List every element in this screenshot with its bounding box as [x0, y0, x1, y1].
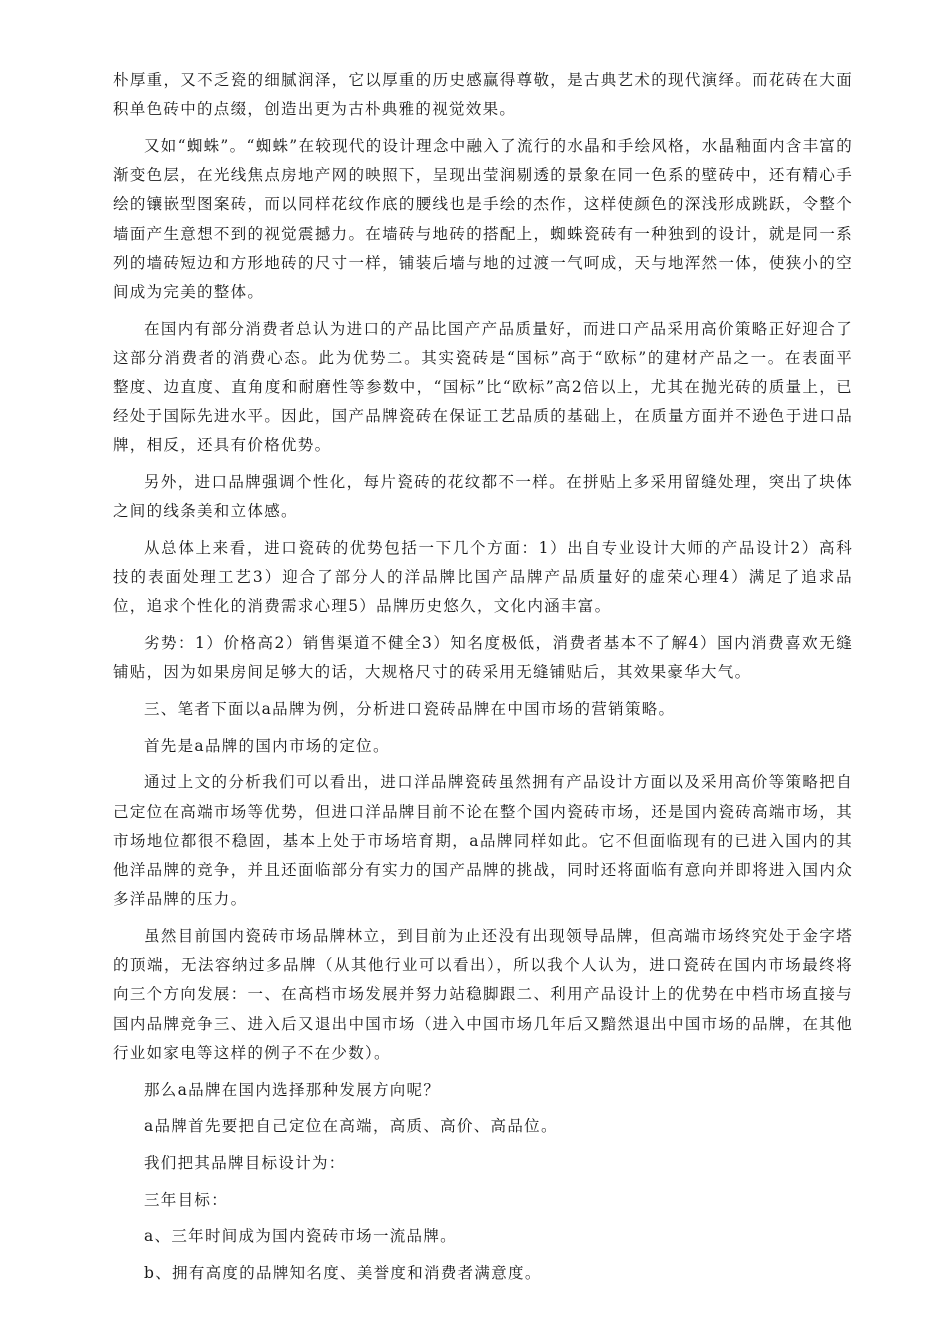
goal-item-b: b、拥有高度的品牌知名度、美誉度和消费者满意度。 [144, 1264, 542, 1283]
goal-item-a: a、三年时间成为国内瓷砖市场一流品牌。 [144, 1227, 457, 1246]
paragraph-market-analysis: 通过上文的分析我们可以看出，进口洋品牌瓷砖虽然拥有产品设计方面以及采用高价等策略把自己定位在高端市场等优势，但进口洋品牌目前不论在整个国内瓷砖市场，还是国内瓷砖高端市场，其市场地位都很不稳固，基本上处于市场培育期，a品牌同样如此。它不但面临现有的已进入国内的其他洋品牌的竞争，并且还面临部分有实力的国产品牌的挑战，同时还将面临有意向并即将进入国内众多洋品牌的压力。 [113, 773, 853, 909]
paragraph-positioning-statement: a品牌首先要把自己定位在高端，高质、高价、高品位。 [144, 1117, 558, 1136]
paragraph-advantages: 从总体上来看，进口瓷砖的优势包括一下几个方面：1）出自专业设计大师的产品设计2）高科技的表面处理工艺3）迎合了部分人的洋品牌比国产品牌产品质量好的虚荣心理4）满足了追求品位，追求个性化的消费需求心理5）品牌历史悠久，文化内涵丰富。 [113, 539, 853, 616]
paragraph-three-directions: 虽然目前国内瓷砖市场品牌林立，到目前为止还没有出现领导品牌，但高端市场终究处于金字塔的顶端，无法容纳过多品牌（从其他行业可以看出），所以我个人认为，进口瓷砖在国内市场最终将向三个方向发展：一、在高档市场发展并努力站稳脚跟二、利用产品设计上的优势在中档市场直接与国内品牌竞争三、进入后又退出中国市场（进入中国市场几年后又黯然退出中国市场的品牌，在其他行业如家电等这样的例子不在少数）。 [113, 926, 853, 1062]
paragraph-continued: 朴厚重，又不乏瓷的细腻润泽，它以厚重的历史感赢得尊敬，是古典艺术的现代演绎。而花砖在大面积单色砖中的点缀，创造出更为古朴典雅的视觉效果。 [113, 71, 853, 119]
paragraph-disadvantages: 劣势：1）价格高2）销售渠道不健全3）知名度极低，消费者基本不了解4）国内消费喜欢无缝铺贴，因为如果房间足够大的话，大规格尺寸的砖采用无缝铺贴后，其效果豪华大气。 [113, 634, 853, 682]
paragraph-goal-intro: 我们把其品牌目标设计为： [144, 1153, 346, 1172]
three-year-goal-label: 三年目标： [144, 1190, 229, 1209]
paragraph-positioning-intro: 首先是a品牌的国内市场的定位。 [144, 736, 390, 755]
paragraph-direction-question: 那么a品牌在国内选择那种发展方向呢？ [144, 1080, 441, 1099]
paragraph-consumer-perception: 在国内有部分消费者总认为进口的产品比国产产品质量好，而进口产品采用高价策略正好迎合了这部分消费者的消费心态。此为优势二。其实瓷砖是“国标”高于“欧标”的建材产品之一。在表面平整度、边直度、直角度和耐磨性等参数中，“国标”比“欧标”高2倍以上，尤其在抛光砖的质量上，已经处于国际先进水平。因此，国产品牌瓷砖在保证工艺品质的基础上，在质量方面并不逊色于进口品牌，相反，还具有价格优势。 [113, 319, 853, 455]
document-page [113, 66, 853, 1296]
section-heading-3: 三、笔者下面以a品牌为例，分析进口瓷砖品牌在中国市场的营销策略。 [144, 700, 676, 719]
paragraph-personalization: 另外，进口品牌强调个性化，每片瓷砖的花纹都不一样。在拼贴上多采用留缝处理，突出了块体之间的线条美和立体感。 [113, 473, 853, 521]
paragraph-spider-tile: 又如“蜘蛛”。“蜘蛛”在较现代的设计理念中融入了流行的水晶和手绘风格，水晶釉面内含丰富的渐变色层，在光线焦点房地产网的映照下，呈现出莹润剔透的景象在同一色系的壁砖中，还有精心手绘的镶嵌型图案砖，而以同样花纹作底的腰线也是手绘的杰作，这样使颜色的深浅形成跳跃，令整个墙面产生意想不到的视觉震撼力。在墙砖与地砖的搭配上，蜘蛛瓷砖有一种独到的设计，就是同一系列的墙砖短边和方形地砖的尺寸一样，铺装后墙与地的过渡一气呵成，天与地浑然一体，使狭小的空间成为完美的整体。 [113, 136, 853, 301]
